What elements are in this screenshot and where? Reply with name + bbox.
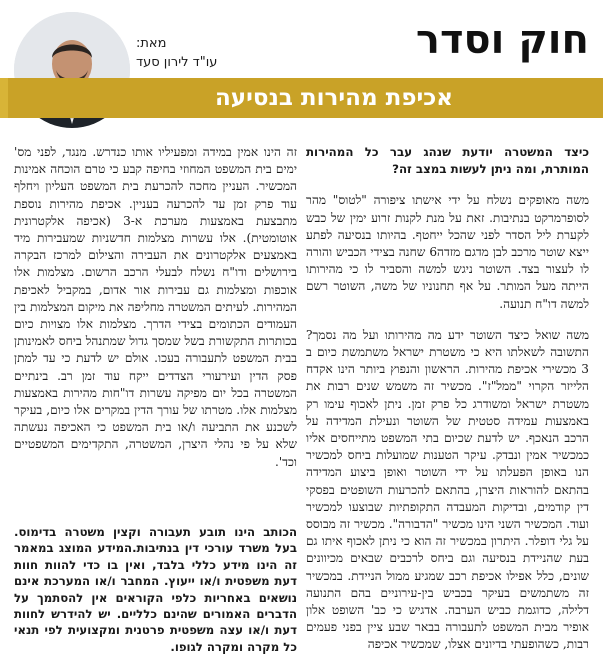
article-column-right: [306, 144, 589, 668]
section-title: חוק וסדר: [415, 17, 589, 63]
author-name: עו"ד לירון סעד: [136, 55, 218, 70]
headline-bar-accent: [0, 78, 8, 118]
article-paragraph: זה הינו אמין במידה ומפעיליו אותו כנדרש. מנגד, לפני מס' ימים בית המשפט המחוזי בחיפה קבע כי טרם הוכחה אמינות המכשיר. העניין מחכה להכרעת בית המשפט העליון ויחלף עוד פרק זמן עד להכרעה בעניין. אכיפת מהירות נוספת מתבצעת באמצעות מערכת א-3 (אכיפה אלקטרונית אוטומטית). אלו עשרות מצלמות חדשניות שמעבירות מיד באמצעים אלקטרונים את העבירה והצילום למרכז הבקרה בירושלים ודו"ח נשלח לבעלי הרכב הרשום. מצלמות אלו אוכפות ומצלמות גם עבירות אור אדום, במקביל לאכיפת המהירות. לעיתים המשטרה מחליפה את מיקום המצלמות בין העמודים הכתומים בצידי הדרך. מצלמות אלו מצויות כיום בכותרות התקשורת בשל שמסך גדול שמתנהל ביחס לאמינותן בבית המשפט לתעבורה בעכו. אולם יש לדעת כי עד למתן פסק הדין ועירעורי הצדדים ייקח עוד זמן רב. בינתיים המשטרה בכל יום מפיקה עשרות דו"חות מהירות באמצעות מצלמות אלו. מטרתו של עורך הדין במקרים אלו כיום, בעיקר לשכנע את התביעה ו/או בית המשפט כי האכיפה נעשתה שלא על פי נהלי היצרן, המשטרה, התקדימים המשפטיים וכד'.: [14, 145, 298, 469]
article-column-left: [14, 144, 297, 485]
article-paragraph: משה שואל כיצד השוטר ידע מה מהירותו ועל מה נסמך? התשובה לשאלתו היא כי משטרת ישראל משתמשת כיום ב 3 מכשירי אכיפת מהירות. הראשון והנפוץ ביותר הינו אקדח הלייזר הקרוי "ממל"ז". מכשיר זה משמש שנים רבות את משטרת ישראל ומשודרג כל פרק זמן. ניתן לאכוף עימו רק באמצעות עמידה סטטית של השוטר ונעילת המדידה על הרכב הנאכף. יש לדעת שכיום בתי המשפט מתייחסים אליו כמכשיר אמין ונבדק. עיקר הטענות שמועלות ביחס למכשיר הנו באופן הפעלתו על ידי השוטר ואופן ביצוע המדידה בהתאם להוראות היצרן, בהתאם להכרעות השופטים בפסקי דין קודמים, ובדיקות המעבדה התקופתיות שבוצעו למכשיר ועוד. המכשיר השני הינו מכשיר "הדבורה". מכשיר זה מבוסס על גלי דופלר. היתרון במכשיר זה הוא כי ניתן לאכוף איתו גם בעת שהניידת בנסיעה וגם ביחס לרכבים שבאים מכיוונים שונים, כלל אפילו אכיפת רכב שמגיע ממול הניידת. במכשיר זה משתמשים בעיקר בכביש בין-עירוניים בהם התנועה דלילה, כדוגמת כביש הערבה. אדגיש כי כב' השופט אלון אופיר מבית המשפט לתעבורה בבאר שבע ציין בפני פעמים רבות, כשהופעתי בדיונים אצלו, שמכשיר אכיפה: [306, 327, 589, 652]
byline-label: מאת:: [136, 36, 167, 51]
article-lead: כיצד המשטרה יודעת שנהג עבר כל המהירות המותרת, ומה ניתן לעשות במצב זה?: [306, 145, 589, 177]
article-header: [0, 0, 603, 132]
author-disclaimer: הכותב הינו תובע תעבורה וקצין משטרה בדימוס. בעל משרד עורכי דין בנתיבות.המידע המוצג במאמר זה הינו מידע כללי בלבד, ואין בו כדי להוות חוות דעת משפטית ו/או ייעוץ. המחבר ו/או המערכת אינם נושאים באחריות כלפי הקוראים אין להסתמך על הדברים האמורים שהינם כלליים. יש להידרש לחוות דעת ו/או עצה משפטית פרטנית ומקצועית לפי תנאי כל מקרה ומקרה לגופו.: [14, 525, 297, 654]
article-headline: אכיפת מהירות בנסיעה: [214, 85, 453, 111]
headline-bar: [0, 78, 603, 118]
article-paragraph: משה מאופקים נשלח על ידי אישתו ציפורה "לטוס" מהר לסופרמרקט בנתיבות. זאת על מנת לקנות זרוע ימין של כבש לקערת ליל הסדר לפני שהכל ייחטף. בהיותו בנסיעה לפתע ייצא שוטר מרכב לבן מדגם מזדה6 שחנה בצידי הכביש והורה לו לעצור בצד. השוטר ניגש למשה והסביר לו כי מהירותו הייתה מעל המותר. על אף תחנוניו של משה, השוטר רשם למשה דו"ח תנועה.: [306, 193, 589, 311]
